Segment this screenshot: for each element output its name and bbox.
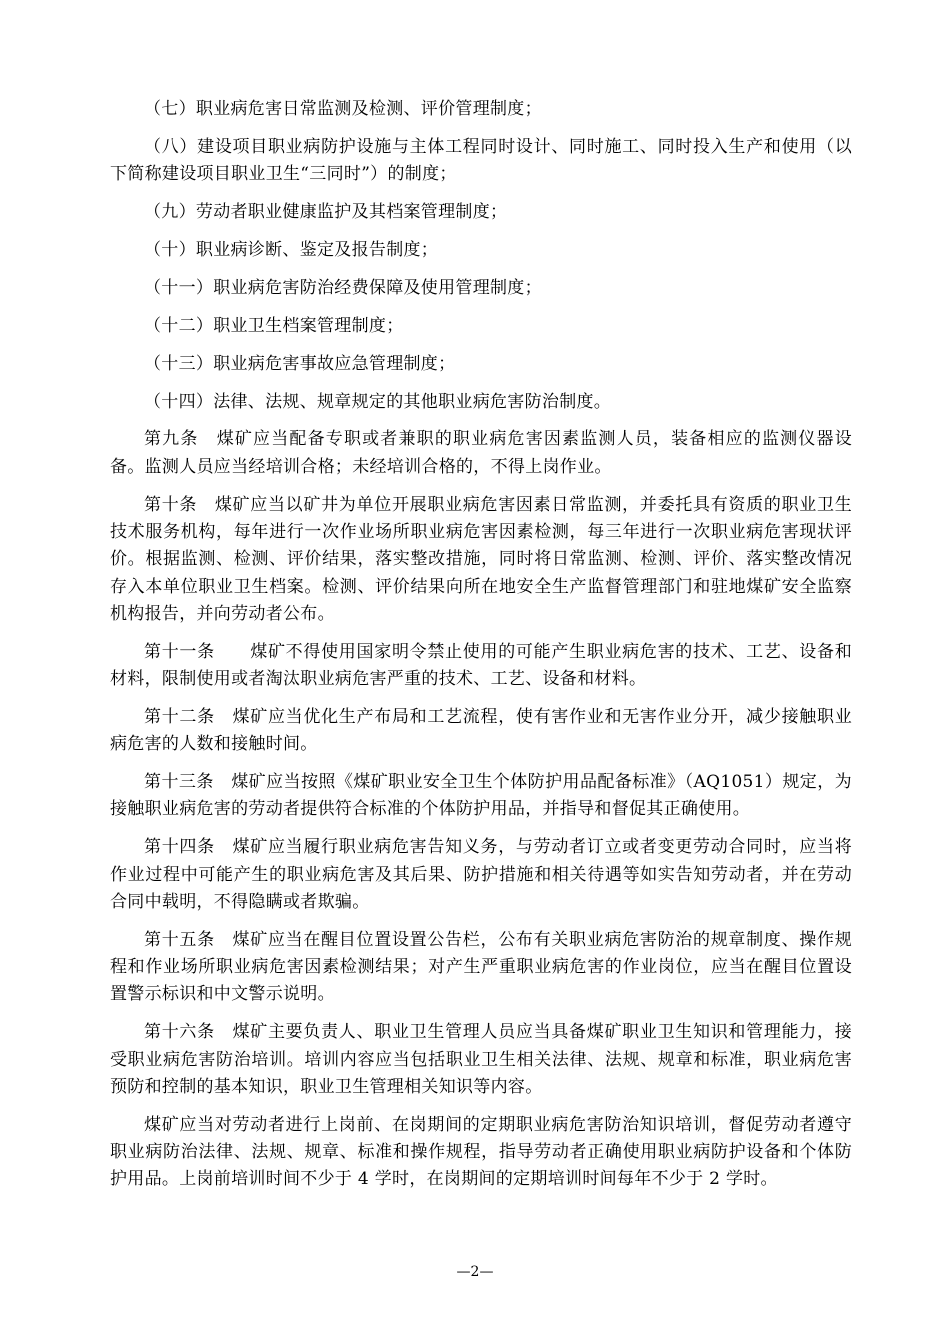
- article-16-continued: 煤矿应当对劳动者进行上岗前、在岗期间的定期职业病危害防治知识培训，督促劳动者遵守职业病防治法律、法规、规章、标准和操作规程，指导劳动者正确使用职业病防护设备和个体防护用品。上岗前培训时间不少于 4 学时，在岗期间的定期培训时间每年不少于 2 学时。: [110, 1114, 852, 1190]
- article-14: 第十四条 煤矿应当履行职业病危害告知义务，与劳动者订立或者变更劳动合同时，应当将作业过程中可能产生的职业病危害及其后果、防护措施和相关待遇等如实告知劳动者，并在劳动合同中载明，不得隐瞒或者欺骗。: [110, 837, 852, 912]
- article-11: 第十一条 煤矿不得使用国家明令禁止使用的可能产生职业病危害的技术、工艺、设备和材料，限制使用或者淘汰职业病危害严重的技术、工艺、设备和材料。: [110, 641, 852, 689]
- document-body: [110, 96, 852, 1204]
- article-9: 第九条 煤矿应当配备专职或者兼职的职业病危害因素监测人员，装备相应的监测仪器设备。监测人员应当经培训合格；未经培训合格的，不得上岗作业。: [110, 429, 852, 477]
- paragraph-item-7: （七）职业病危害日常监测及检测、评价管理制度；: [144, 99, 542, 119]
- paragraph-item-8: （八）建设项目职业病防护设施与主体工程同时设计、同时施工、同时投入生产和使用（以下简称建设项目职业卫生“三同时”）的制度；: [110, 136, 852, 185]
- paragraph-item-13: （十三）职业病危害事故应急管理制度；: [144, 353, 456, 374]
- paragraph-item-9: （九）劳动者职业健康监护及其档案管理制度；: [144, 202, 508, 223]
- article-12: 第十二条 煤矿应当优化生产布局和工艺流程，使有害作业和无害作业分开，减少接触职业病危害的人数和接触时间。: [110, 706, 852, 755]
- article-15: 第十五条 煤矿应当在醒目位置设置公告栏，公布有关职业病危害防治的规章制度、操作规程和作业场所职业病危害因素检测结果；对产生严重职业病危害的作业岗位，应当在醒目位置设置警示标识和中文警示说明。: [110, 929, 852, 1005]
- page-number: —2—: [456, 1264, 494, 1280]
- article-13: 第十三条 煤矿应当按照《煤矿职业安全卫生个体防护用品配备标准》（AQ1051）规定，为接触职业病危害的劳动者提供符合标准的个体防护用品，并指导和督促其正确使用。: [110, 772, 852, 820]
- article-10: 第十条 煤矿应当以矿井为单位开展职业病危害因素日常监测，并委托具有资质的职业卫生技术服务机构，每年进行一次作业场所职业病危害因素检测，每三年进行一次职业病危害现状评价。根据监测、检测、评价结果，落实整改措施，同时将日常监测、检测、评价、落实整改情况存入本单位职业卫生档案。检测、评价结果向所在地安全生产监督管理部门和驻地煤矿安全监察机构报告，并向劳动者公布。: [110, 494, 852, 624]
- paragraph-item-11: （十一）职业病危害防治经费保障及使用管理制度；: [144, 277, 542, 298]
- article-16: 第十六条 煤矿主要负责人、职业卫生管理人员应当具备煤矿职业卫生知识和管理能力，接受职业病危害防治培训。培训内容应当包括职业卫生相关法律、法规、规章和标准，职业病危害预防和控制的基本知识，职业卫生管理相关知识等内容。: [110, 1022, 852, 1097]
- paragraph-item-10: （十）职业病诊断、鉴定及报告制度；: [144, 239, 439, 260]
- paragraph-item-12: （十二）职业卫生档案管理制度；: [144, 315, 404, 336]
- paragraph-item-14: （十四）法律、法规、规章规定的其他职业病危害防治制度。: [144, 391, 612, 412]
